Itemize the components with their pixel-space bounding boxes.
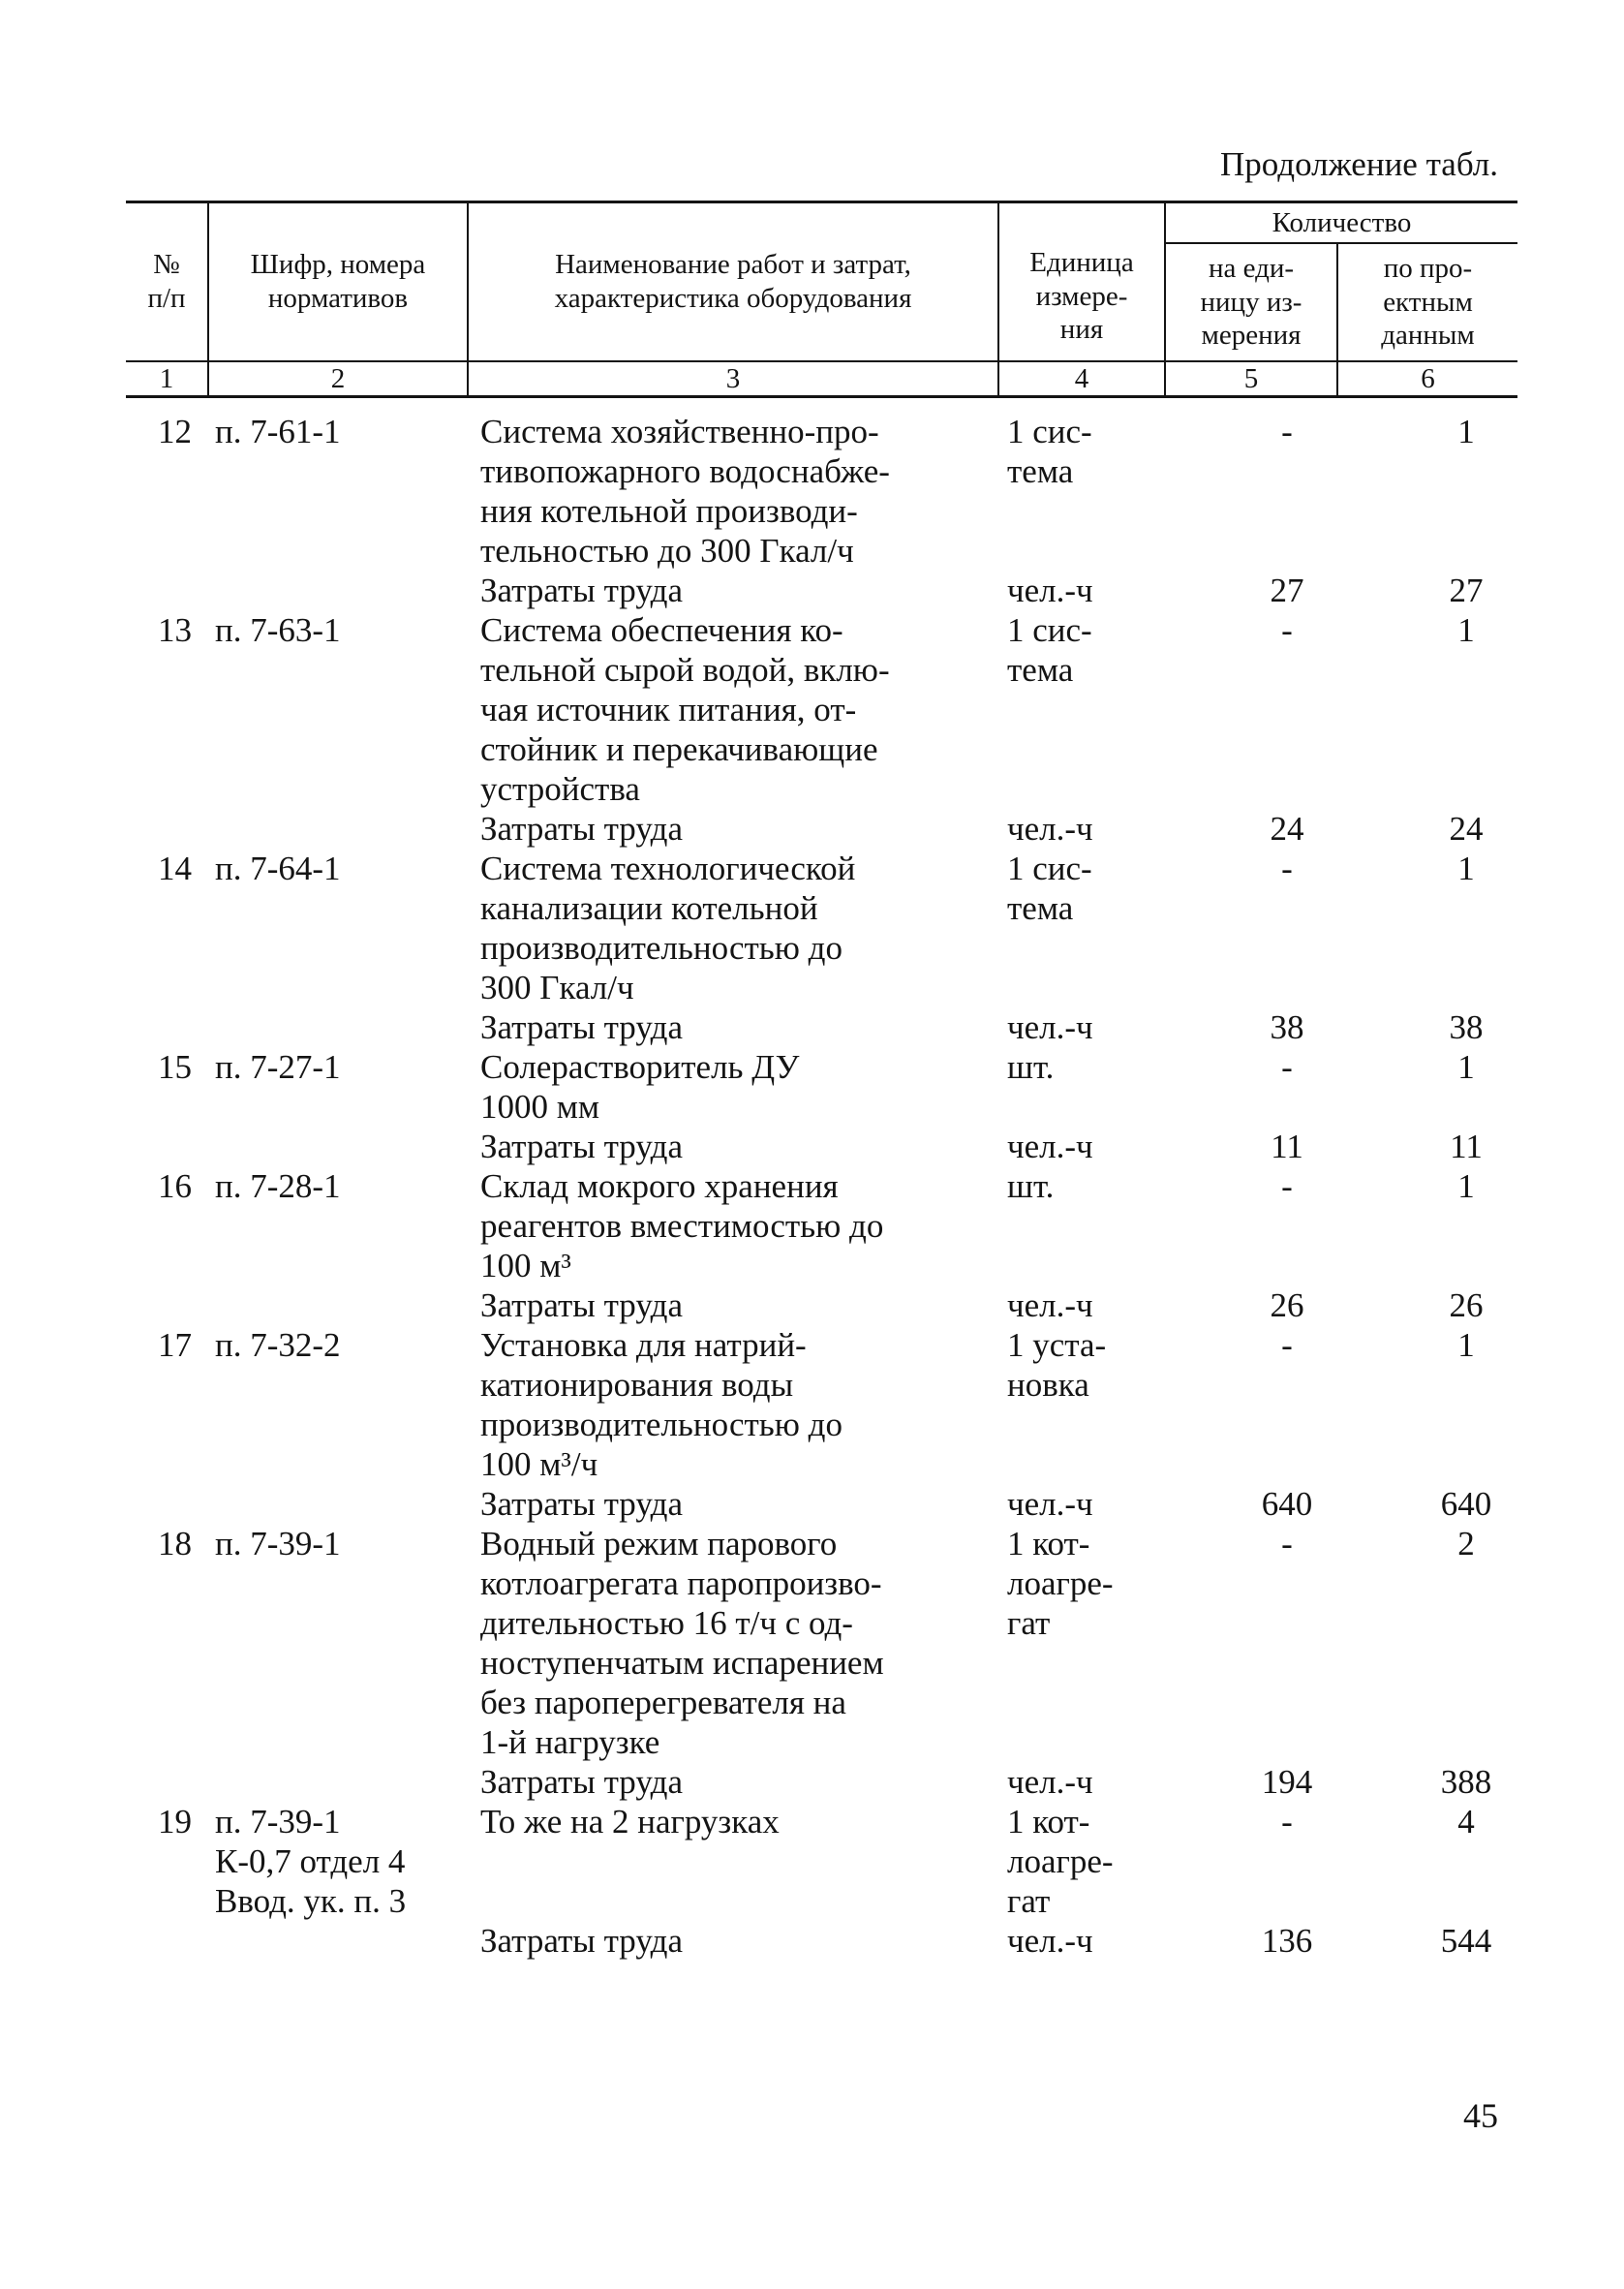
row-project: 1 bbox=[1457, 413, 1475, 450]
row-per-unit: 194 bbox=[1261, 1763, 1313, 1801]
row-name: Склад мокрого хранения реагентов вместимостью до 100 м³ bbox=[480, 1167, 884, 1284]
row-number: 19 bbox=[158, 1803, 192, 1840]
row-name: Солерастворитель ДУ 1000 мм bbox=[480, 1048, 800, 1126]
row-name: Система хозяйственно-про- тивопожарного водоснабже- ния котельной производи- тельностью до 300 Гкал/ч bbox=[480, 413, 890, 570]
table-row bbox=[126, 1762, 1517, 1802]
table-row bbox=[126, 1325, 1517, 1484]
header-col-project: по про- ектным данным bbox=[1381, 252, 1475, 352]
row-code: п. 7-63-1 bbox=[215, 611, 341, 649]
row-unit: 1 сис- тема bbox=[1007, 413, 1092, 490]
row-number: 17 bbox=[158, 1326, 192, 1364]
header-col-unit: Единица измере- ния bbox=[1029, 246, 1134, 346]
row-unit: чел.-ч bbox=[1007, 1485, 1093, 1523]
row-project: 640 bbox=[1440, 1485, 1492, 1523]
row-unit: чел.-ч bbox=[1007, 1008, 1093, 1046]
row-per-unit: - bbox=[1281, 1048, 1293, 1086]
header-col-per-unit: на еди- ницу из- мерения bbox=[1200, 252, 1302, 352]
row-name: Затраты труда bbox=[480, 1763, 683, 1801]
row-number: 18 bbox=[158, 1525, 192, 1562]
row-code: п. 7-39-1 К-0,7 отдел 4 Ввод. ук. п. 3 bbox=[215, 1803, 407, 1920]
row-per-unit: - bbox=[1281, 1167, 1293, 1205]
row-per-unit: - bbox=[1281, 1326, 1293, 1364]
table-row bbox=[126, 1484, 1517, 1524]
row-name: Установка для натрий- катионирования воды производительностью до 100 м³/ч bbox=[480, 1326, 843, 1483]
table-row bbox=[126, 1285, 1517, 1325]
table-body bbox=[126, 412, 1517, 1961]
row-per-unit: 38 bbox=[1270, 1008, 1304, 1046]
row-unit: 1 уста- новка bbox=[1007, 1326, 1107, 1404]
row-name: Система обеспечения ко- тельной сырой водой, вклю- чая источник питания, от- стойник и перекачивающие устройства bbox=[480, 611, 890, 808]
row-unit: чел.-ч bbox=[1007, 1763, 1093, 1801]
row-name: То же на 2 нагрузках bbox=[480, 1803, 780, 1840]
row-per-unit: - bbox=[1281, 850, 1293, 887]
row-name: Водный режим парового котлоагрегата паропроизво- дительностью 16 т/ч с од- ноступенчатым испарением без пароперегревателя на 1-й нагрузке bbox=[480, 1525, 884, 1761]
header-col-name: Наименование работ и затрат, характеристика оборудования bbox=[554, 249, 912, 314]
header-col-index: 6 bbox=[1421, 362, 1435, 394]
table-row bbox=[126, 1166, 1517, 1285]
row-project: 24 bbox=[1449, 810, 1484, 848]
row-per-unit: - bbox=[1281, 1803, 1293, 1840]
row-number: 16 bbox=[158, 1167, 192, 1205]
header-col-index: 2 bbox=[330, 362, 346, 394]
header-col-index: 1 bbox=[159, 362, 174, 394]
table-row bbox=[126, 610, 1517, 809]
row-project: 1 bbox=[1457, 1326, 1475, 1364]
table-row bbox=[126, 849, 1517, 1007]
row-project: 388 bbox=[1440, 1763, 1492, 1801]
page-number: 45 bbox=[1463, 2096, 1498, 2135]
row-code: п. 7-64-1 bbox=[215, 850, 341, 887]
row-name: Затраты труда bbox=[480, 572, 683, 609]
row-name: Затраты труда bbox=[480, 1008, 683, 1046]
header-col-code: Шифр, номера нормативов bbox=[250, 249, 426, 314]
row-project: 544 bbox=[1440, 1922, 1492, 1960]
row-number: 15 bbox=[158, 1048, 192, 1086]
row-project: 2 bbox=[1457, 1525, 1475, 1562]
table-row bbox=[126, 1047, 1517, 1127]
row-name: Затраты труда bbox=[480, 1485, 683, 1523]
row-project: 1 bbox=[1457, 1167, 1475, 1205]
row-per-unit: 26 bbox=[1270, 1286, 1304, 1324]
table-row bbox=[126, 1802, 1517, 1921]
row-project: 1 bbox=[1457, 611, 1475, 649]
row-per-unit: - bbox=[1281, 1525, 1293, 1562]
table-row bbox=[126, 1524, 1517, 1762]
row-unit: 1 сис- тема bbox=[1007, 850, 1092, 927]
row-unit: чел.-ч bbox=[1007, 1286, 1093, 1324]
row-unit: 1 сис- тема bbox=[1007, 611, 1092, 689]
table-row bbox=[126, 1007, 1517, 1047]
row-per-unit: 27 bbox=[1270, 572, 1304, 609]
table-header bbox=[126, 201, 1517, 398]
row-per-unit: - bbox=[1281, 413, 1293, 450]
row-name: Затраты труда bbox=[480, 1128, 683, 1165]
row-code: п. 7-28-1 bbox=[215, 1167, 341, 1205]
row-per-unit: 136 bbox=[1261, 1922, 1313, 1960]
row-name: Затраты труда bbox=[480, 1922, 683, 1960]
header-col-index: 5 bbox=[1243, 362, 1259, 394]
row-project: 26 bbox=[1449, 1286, 1484, 1324]
row-unit: чел.-ч bbox=[1007, 572, 1093, 609]
row-number: 12 bbox=[158, 413, 192, 450]
table-row bbox=[126, 571, 1517, 610]
row-project: 1 bbox=[1457, 1048, 1475, 1086]
header-col-quantity: Количество bbox=[1272, 206, 1412, 238]
row-unit: чел.-ч bbox=[1007, 1128, 1093, 1165]
row-code: п. 7-61-1 bbox=[215, 413, 341, 450]
row-unit: шт. bbox=[1007, 1167, 1055, 1205]
header-col-number: № п/п bbox=[147, 249, 186, 314]
row-per-unit: 640 bbox=[1261, 1485, 1313, 1523]
row-name: Затраты труда bbox=[480, 810, 683, 848]
table-caption: Продолжение табл. bbox=[1220, 145, 1498, 183]
table-row bbox=[126, 809, 1517, 849]
row-project: 27 bbox=[1449, 572, 1484, 609]
row-name: Затраты труда bbox=[480, 1286, 683, 1324]
table-row bbox=[126, 412, 1517, 571]
row-code: п. 7-27-1 bbox=[215, 1048, 341, 1086]
row-unit: 1 кот- лоагре- гат bbox=[1007, 1803, 1114, 1920]
row-unit: чел.-ч bbox=[1007, 810, 1093, 848]
row-project: 1 bbox=[1457, 850, 1475, 887]
row-unit: 1 кот- лоагре- гат bbox=[1007, 1525, 1114, 1642]
row-project: 38 bbox=[1449, 1008, 1484, 1046]
row-number: 13 bbox=[158, 611, 192, 649]
table-row bbox=[126, 1921, 1517, 1961]
row-name: Система технологической канализации котельной производительностью до 300 Гкал/ч bbox=[480, 850, 856, 1006]
row-unit: чел.-ч bbox=[1007, 1922, 1093, 1960]
table-row bbox=[126, 1127, 1517, 1166]
header-col-index: 4 bbox=[1074, 362, 1089, 394]
row-code: п. 7-39-1 bbox=[215, 1525, 341, 1562]
row-project: 11 bbox=[1450, 1128, 1483, 1165]
row-per-unit: 11 bbox=[1271, 1128, 1303, 1165]
row-unit: шт. bbox=[1007, 1048, 1055, 1086]
row-project: 4 bbox=[1457, 1803, 1475, 1840]
header-col-index: 3 bbox=[725, 362, 741, 394]
row-per-unit: 24 bbox=[1270, 810, 1304, 848]
row-number: 14 bbox=[158, 850, 192, 887]
row-code: п. 7-32-2 bbox=[215, 1326, 341, 1364]
row-per-unit: - bbox=[1281, 611, 1293, 649]
